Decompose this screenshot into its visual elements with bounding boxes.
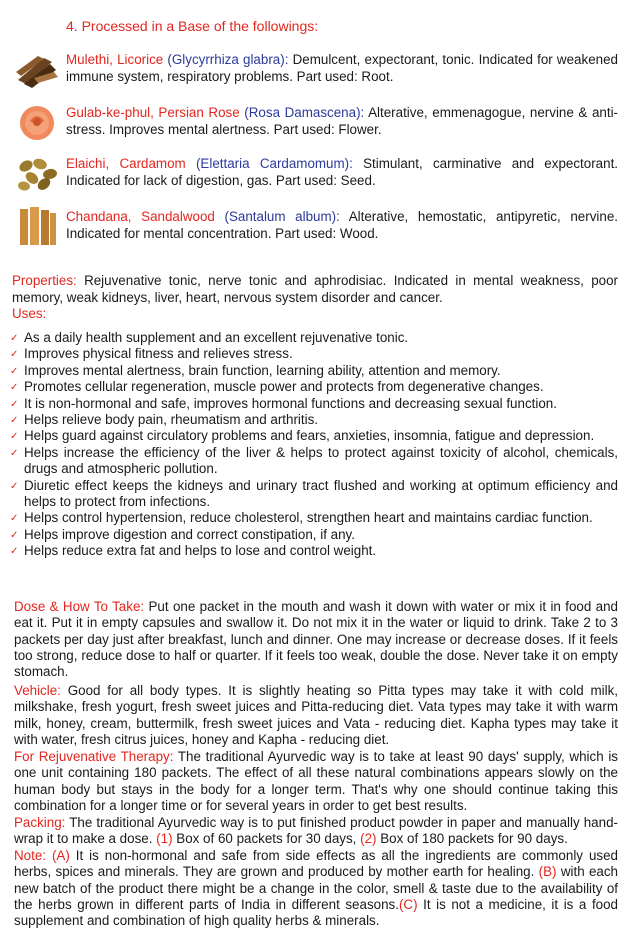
herb-common-name: Gulab-ke-phul, Persian Rose xyxy=(66,105,245,120)
herb-latin-name: (Rosa Damascena): xyxy=(244,105,365,120)
note-marker: (A) xyxy=(46,848,70,863)
cardamom-pods-icon xyxy=(14,154,60,194)
list-item: ✓ Helps increase the efficiency of the liver & helps to protect against toxicity of alcohol, chemicals, drugs and atmospheric pollution. xyxy=(10,444,618,477)
note-marker: (B) xyxy=(538,864,557,880)
packing-paragraph: Packing: The traditional Ayurvedic way is to put finished product powder in paper and manually hand-wrap it to make a dose. (1) Box of 60 packets for 30 days, (2) Box of 180 packets for 90 days. xyxy=(14,815,618,847)
list-item: ✓ Improves mental alertness, brain function, learning ability, attention and memory. xyxy=(10,363,618,379)
list-item: ✓ As a daily health supplement and an excellent rejuvenative tonic. xyxy=(10,330,618,346)
check-icon: ✓ xyxy=(10,513,19,525)
herb-cardamom xyxy=(12,152,618,198)
therapy-paragraph xyxy=(14,749,618,814)
check-icon: ✓ xyxy=(10,349,19,361)
dose-paragraph xyxy=(14,599,618,680)
rose-flower-icon xyxy=(14,103,60,143)
list-item: ✓ Helps guard against circulatory problems and fears, anxieties, insomnia, fatigue and depression. xyxy=(10,428,618,444)
list-item: ✓ Helps reduce extra fat and helps to lose and control weight. xyxy=(10,543,618,559)
herb-licorice xyxy=(12,48,618,94)
section-heading: 4. Processed in a Base of the followings: xyxy=(66,18,319,34)
check-icon: ✓ xyxy=(10,398,19,410)
herb-rose xyxy=(12,101,618,147)
sandalwood-sticks-icon xyxy=(14,207,60,247)
licorice-root-icon xyxy=(14,50,60,90)
uses-label: Uses: xyxy=(12,306,47,321)
properties-label: Properties: xyxy=(12,273,77,288)
list-item: ✓ Diuretic effect keeps the kidneys and urinary tract flushed and working at optimum efficiency and helps to protect from infections. xyxy=(10,477,618,510)
herb-common-name: Chandana, Sandalwood xyxy=(66,209,225,224)
check-icon: ✓ xyxy=(10,382,19,394)
list-item: ✓ Helps improve digestion and correct constipation, if any. xyxy=(10,527,618,543)
list-item: ✓ Improves physical fitness and relieves stress. xyxy=(10,346,618,362)
check-icon: ✓ xyxy=(10,529,19,541)
herb-description: Stimulant, carminative and expectorant. Indicated for lack of digestion, gas. Part used: Seed. xyxy=(66,156,619,188)
check-icon: ✓ xyxy=(10,365,19,377)
list-item: ✓ It is non-hormonal and safe, improves hormonal functions and decreasing sexual function. xyxy=(10,396,618,412)
packing-marker: (2) xyxy=(360,831,377,847)
vehicle-label: Vehicle: xyxy=(14,683,61,698)
note-marker: (C) xyxy=(398,896,418,912)
list-item: ✓ Helps control hypertension, reduce cholesterol, strengthen heart and maintains cardiac function. xyxy=(10,510,618,526)
check-icon: ✓ xyxy=(10,546,19,558)
packing-marker: (1) xyxy=(156,831,173,847)
dose-label: Dose & How To Take: xyxy=(14,599,145,614)
herb-description: Alterative, emmenagogue, nervine & anti-stress. Improves mental alertness. Part used: Flower. xyxy=(66,105,618,137)
uses-list xyxy=(10,330,618,560)
herb-latin-name: (Glycyrrhiza glabra): xyxy=(167,52,289,67)
herb-description: Alterative, hemostatic, antipyretic, nervine. Indicated for mental concentration. Part used: Wood. xyxy=(66,209,618,241)
packing-label: Packing: xyxy=(14,815,66,830)
check-icon: ✓ xyxy=(10,431,19,443)
check-icon: ✓ xyxy=(10,480,19,492)
herb-sandalwood xyxy=(12,205,618,251)
therapy-label: For Rejuvenative Therapy: xyxy=(14,749,174,764)
herb-latin-name: (Elettaria Cardamomum): xyxy=(195,156,353,171)
vehicle-paragraph xyxy=(14,683,618,748)
therapy-text: The traditional Ayurvedic way is to take at least 90 days' supply, which is one unit containing 180 packets. The effect of all these natural combinations appears slowly on the human body but stays in the body for a longer term. That's why one should continue taking this combination for a longer time or for several years in order to get best results. xyxy=(14,749,619,813)
properties-text: Rejuvenative tonic, nerve tonic and aphrodisiac. Indicated in mental weakness, poor memory, weak kidneys, liver, heart, nervous system disorder and cancer. xyxy=(12,273,618,305)
herb-description: Demulcent, expectorant, tonic. Indicated for weakened immune system, respiratory problems. Part used: Root. xyxy=(66,52,618,84)
herb-common-name: Mulethi, Licorice xyxy=(66,52,168,67)
properties-paragraph xyxy=(12,273,618,306)
vehicle-text: Good for all body types. It is slightly heating so Pitta types may take it with cold milk, milkshake, fresh yogurt, fresh sweet juices and Pitta-reducing diet. Vata types may take it with warm milk, honey, cream, buttermilk, fresh sweet juices and Vata - reducing diet. Kapha types may take it with water, fresh citrus juices, honey and Kapha - reducing diet. xyxy=(14,683,618,747)
check-icon: ✓ xyxy=(10,333,19,344)
note-paragraph: Note: (A) It is non-hormonal and safe from side effects as all the ingredients are commonly used herbs, spices and minerals. They are grown and produced by mother earth for healing. (B) with each new batch of the product there might be a change in the color, smell & taste due to the availability of the herbs grown in different parts of India in different seasons.(C) It is not a medicine, it is a food supplement and combination of high quality herbs & minerals. xyxy=(14,848,619,929)
list-item: ✓ Helps relieve body pain, rheumatism and arthritis. xyxy=(10,412,618,428)
herb-latin-name: (Santalum album): xyxy=(224,209,340,224)
note-label: Note: xyxy=(14,848,47,863)
list-item: ✓ Promotes cellular regeneration, muscle power and protects from degenerative changes. xyxy=(10,379,618,395)
check-icon: ✓ xyxy=(10,447,19,459)
check-icon: ✓ xyxy=(10,415,19,427)
dose-text: Put one packet in the mouth and wash it down with water or mix it in food and eat it. Put it in empty capsules and swallow it. Do not mix it in the water or liquid to drink. Take 2 to 3 packets per day just after breakfast, lunch and dinner. One may increase or decrease doses. If it feels too strong, reduce dose to half or quarter. If it feels too weak, double the dose. Never take it on empty stomach. xyxy=(14,599,619,680)
herb-common-name: Elaichi, Cardamom xyxy=(66,156,196,171)
